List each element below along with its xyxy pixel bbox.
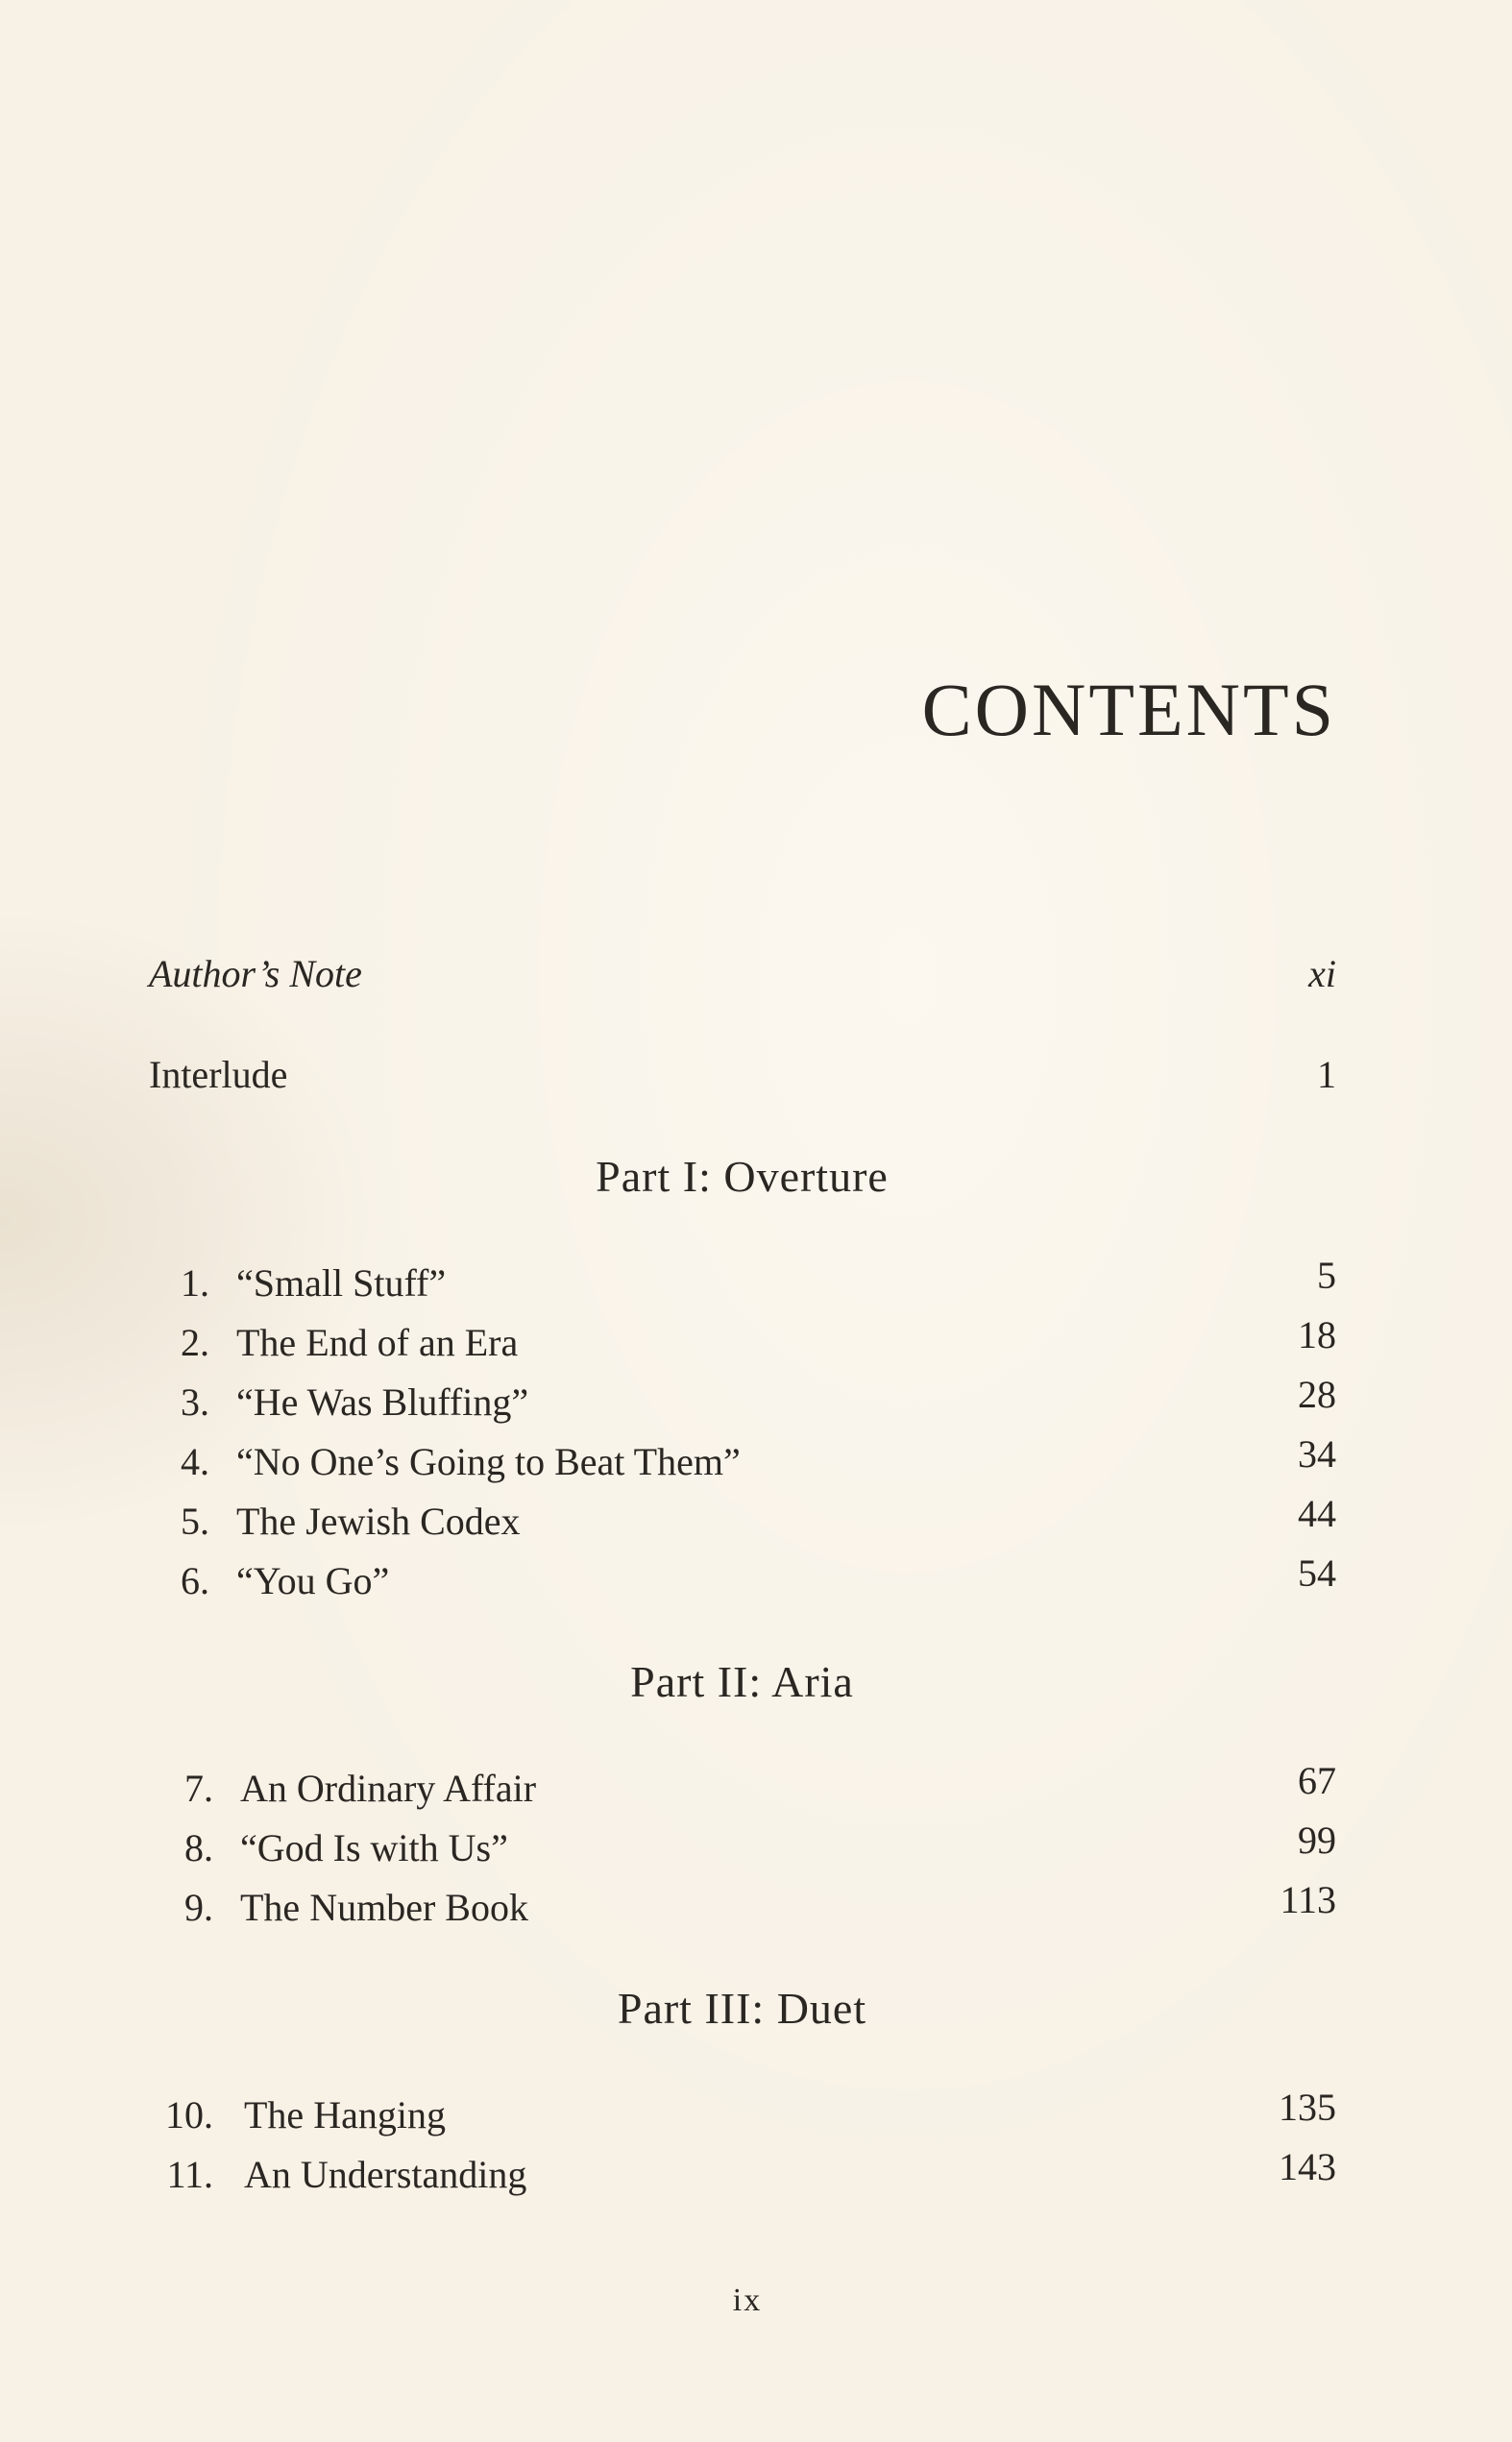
chapter-page-number: 5 xyxy=(1317,1254,1336,1297)
chapter-page-number: 135 xyxy=(1279,2086,1336,2129)
chapter-number: 10. xyxy=(165,2093,213,2137)
part-heading-1: Part I: Overture xyxy=(596,1152,889,1201)
chapter-title: The End of an Era xyxy=(236,1321,519,1364)
chapter-entry xyxy=(0,1551,1512,1612)
chapter-number: 11. xyxy=(166,2153,213,2196)
entry-page-number: xi xyxy=(1308,952,1336,995)
chapter-entry xyxy=(0,1759,1512,1819)
chapter-title: “He Was Bluffing” xyxy=(236,1380,529,1424)
chapter-entry xyxy=(0,1432,1512,1493)
part-heading-2: Part II: Aria xyxy=(630,1657,854,1706)
chapter-number: 4. xyxy=(181,1440,209,1483)
chapter-number: 3. xyxy=(181,1380,209,1424)
chapter-title: “You Go” xyxy=(236,1559,390,1602)
page-title: CONTENTS xyxy=(921,668,1336,751)
chapter-page-number: 143 xyxy=(1279,2145,1336,2188)
chapter-page-number: 113 xyxy=(1280,1878,1336,1921)
entry-page-number: 1 xyxy=(1317,1053,1336,1096)
chapter-page-number: 18 xyxy=(1298,1313,1336,1356)
part-heading-3: Part III: Duet xyxy=(617,1984,867,2033)
toc-entry-authors-note xyxy=(149,951,1336,996)
chapter-title: “Small Stuff” xyxy=(236,1261,447,1305)
chapter-page-number: 67 xyxy=(1298,1759,1336,1802)
page-folio: ix xyxy=(732,2283,763,2318)
chapter-entry xyxy=(0,2145,1512,2206)
chapter-page-number: 44 xyxy=(1298,1492,1336,1535)
chapter-number: 5. xyxy=(181,1500,209,1543)
chapter-entry xyxy=(0,1819,1512,1879)
chapter-title: The Hanging xyxy=(244,2093,446,2137)
chapter-number: 8. xyxy=(184,1826,213,1869)
toc-entry-interlude xyxy=(149,1052,1336,1097)
chapter-entry xyxy=(0,1492,1512,1552)
chapter-title: “No One’s Going to Beat Them” xyxy=(236,1440,741,1483)
chapter-title: “God Is with Us” xyxy=(240,1826,508,1869)
chapter-title: The Jewish Codex xyxy=(236,1500,521,1543)
chapter-entry xyxy=(0,1254,1512,1314)
chapter-title: An Understanding xyxy=(244,2153,527,2196)
chapter-page-number: 28 xyxy=(1298,1373,1336,1416)
chapter-entry xyxy=(0,2086,1512,2146)
chapter-number: 1. xyxy=(181,1261,209,1305)
chapter-number: 7. xyxy=(184,1767,213,1810)
entry-title: Author’s Note xyxy=(149,952,362,995)
chapter-number: 6. xyxy=(181,1559,209,1602)
chapter-page-number: 34 xyxy=(1298,1432,1336,1476)
chapter-entry xyxy=(0,1373,1512,1433)
chapter-entry xyxy=(0,1878,1512,1939)
entry-title: Interlude xyxy=(149,1053,288,1096)
chapter-entry xyxy=(0,1313,1512,1374)
chapter-number: 9. xyxy=(184,1886,213,1929)
chapter-title: An Ordinary Affair xyxy=(240,1767,537,1810)
chapter-page-number: 54 xyxy=(1298,1551,1336,1595)
chapter-page-number: 99 xyxy=(1298,1819,1336,1862)
chapter-number: 2. xyxy=(181,1321,209,1364)
chapter-title: The Number Book xyxy=(240,1886,528,1929)
